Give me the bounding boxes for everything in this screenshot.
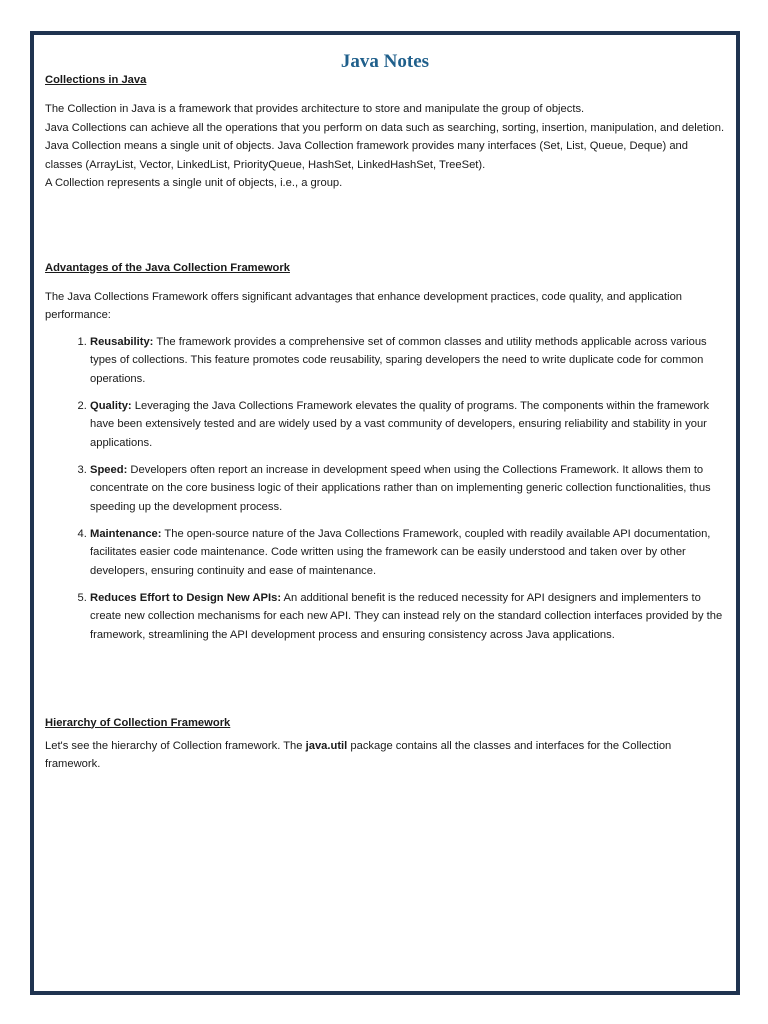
list-item [90,333,728,389]
list-item [90,461,728,517]
collections-line-1: The Collection in Java is a framework that provides architecture to store and manipulate the group of objects. [45,103,585,115]
list-item [90,525,728,581]
hierarchy-heading: Hierarchy of Collection Framework [45,716,231,729]
list-item-term: Maintenance: [90,527,162,540]
page-frame [30,31,740,995]
advantages-list [45,333,728,645]
list-item-text: Developers often report an increase in development speed when using the Collections Framework. It allows them to concentrate on the core business logic of their applications rather than on implementing generic collection functionalities, thus speeding up the development process. [90,463,711,513]
list-item-text: An additional benefit is the reduced necessity for API designers and implementers to create new collection mechanisms for each new API. They can instead rely on the standard collection interfaces provided by the framework, streamlining the API development process and ensuring consistency across Java applications. [90,591,723,641]
list-item-term: Reusability: [90,335,154,348]
collections-line-3: Java Collection means a single unit of objects. Java Collection framework provides many interfaces (Set, List, Queue, Deque) and classes (ArrayList, Vector, LinkedList, PriorityQueue, HashSet, LinkedHashSet, TreeSet). [45,140,688,171]
list-item-term: Speed: [90,463,128,476]
advantages-heading: Advantages of the Java Collection Framework [45,261,290,274]
document-body [45,72,728,774]
list-item-text: The open-source nature of the Java Collections Framework, coupled with readily available API documentation, facilitates easier code maintenance. Code written using the framework can be easily understood and taken over by other developers, ensuring continuity and ease of maintenance. [90,527,711,577]
list-item-term: Quality: [90,399,132,412]
list-item-text: The framework provides a comprehensive set of common classes and utility methods applicable across various types of collections. This feature promotes code reusability, sparing developers the need to write duplicate code for common operations. [90,335,707,385]
collections-line-4: A Collection represents a single unit of objects, i.e., a group. [45,177,343,189]
list-item-text: Leveraging the Java Collections Framework elevates the quality of programs. The components within the framework have been extensively tested and are widely used by a vast community of developers, ensuring reliability and stability in your applications. [90,399,710,449]
hierarchy-text-after: package contains all the classes and interfaces for the Collection framework. [45,739,672,770]
advantages-intro: The Java Collections Framework offers significant advantages that enhance development practices, code quality, and application performance: [45,290,683,321]
list-item [90,397,728,453]
hierarchy-text-before: Let's see the hierarchy of Collection framework. The [45,739,306,752]
list-item [90,589,728,645]
hierarchy-text [45,737,728,774]
collections-heading: Collections in Java [45,74,147,86]
hierarchy-package: java.util [305,739,348,752]
list-item-term: Reduces Effort to Design New APIs: [90,591,282,604]
page-title: Java Notes [340,51,430,72]
collections-line-2: Java Collections can achieve all the operations that you perform on data such as searching, sorting, insertion, manipulation, and deletion. [45,121,725,134]
